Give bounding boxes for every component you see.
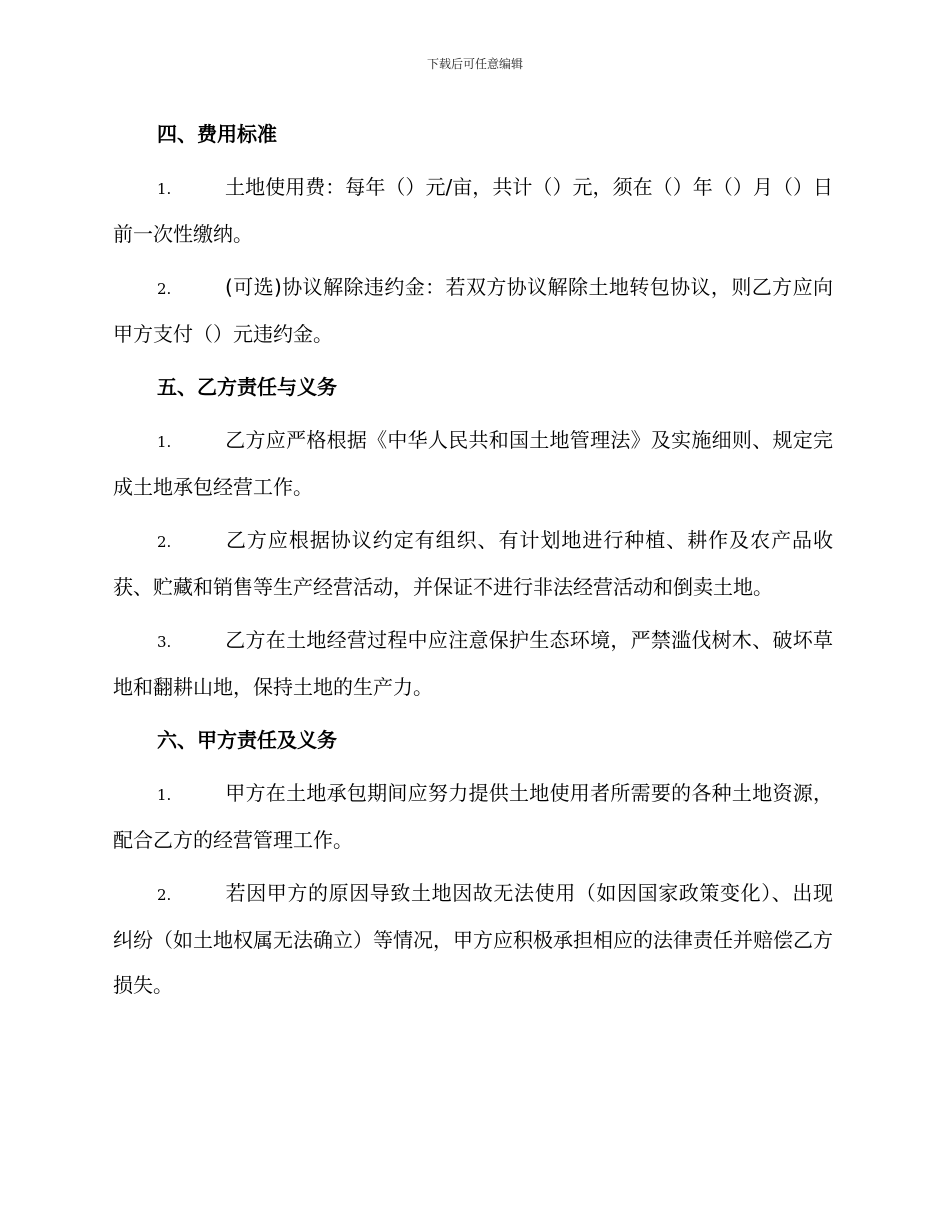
clause-text: 土地使用费：每年（）元/亩，共计（）元，须在（）年（）月（）日前一次性缴纳。: [113, 175, 833, 246]
clause-number: 2.: [157, 280, 172, 298]
clause-text: 乙方应根据协议约定有组织、有计划地进行种植、耕作及农产品收获、贮藏和销售等生产经营活动，并保证不进行非法经营活动和倒卖土地。: [113, 528, 833, 599]
clause-number: 1.: [157, 180, 172, 198]
document-body: [113, 112, 833, 1016]
section-heading: 四、费用标准: [157, 122, 277, 146]
clause-text: 乙方在土地经营过程中应注意保护生态环境，严禁滥伐树木、破坏草地和翻耕山地，保持土地的生产力。: [113, 628, 833, 699]
clause-text: 乙方应严格根据《中华人民共和国土地管理法》及实施细则、规定完成土地承包经营工作。: [113, 428, 833, 499]
clause-paragraph: [113, 265, 833, 357]
clause-paragraph: [113, 165, 833, 257]
clause-paragraph: [113, 871, 833, 1008]
clause-number: 2.: [157, 533, 172, 551]
clause-paragraph: [113, 518, 833, 610]
clause-text: (可选)协议解除违约金：若双方协议解除土地转包协议，则乙方应向甲方支付（）元违约金。: [113, 275, 833, 346]
section-heading: 六、甲方责任及义务: [157, 728, 337, 752]
header-note: 下载后可任意编辑: [426, 57, 523, 71]
clause-number: 2.: [157, 886, 172, 904]
clause-paragraph: [113, 771, 833, 863]
clause-paragraph: [113, 618, 833, 710]
clause-number: 1.: [157, 433, 172, 451]
clause-text: 甲方在土地承包期间应努力提供土地使用者所需要的各种土地资源，配合乙方的经营管理工作。: [113, 781, 833, 852]
section-heading: 五、乙方责任与义务: [157, 375, 337, 399]
clause-number: 3.: [157, 633, 172, 651]
clause-text: 若因甲方的原因导致土地因故无法使用（如因国家政策变化）、出现纠纷（如土地权属无法确立）等情况，甲方应积极承担相应的法律责任并赔偿乙方损失。: [113, 881, 833, 997]
clause-paragraph: [113, 418, 833, 510]
clause-number: 1.: [157, 786, 172, 804]
